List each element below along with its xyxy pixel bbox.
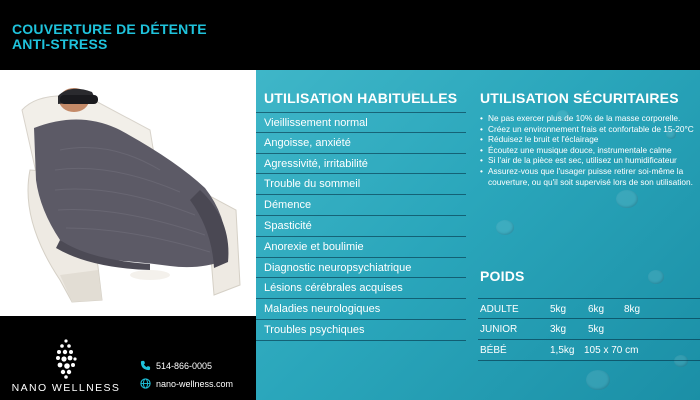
phone-number: 514-866-0005: [156, 360, 213, 371]
product-title: [12, 22, 207, 52]
weights-row: [478, 319, 700, 340]
weights-row: [478, 340, 700, 361]
water-drop-logo-icon: [54, 338, 78, 380]
weights-heading: POIDS: [480, 268, 525, 284]
weight-value: 6kg: [588, 304, 605, 315]
safety-item: • Assurez-vous que l'usager puisse retirer soi-même la couverture, ou qu'il soit supervisé lors de son utilisation.: [478, 166, 698, 187]
website-link[interactable]: nano-wellness.com: [156, 378, 234, 389]
water-droplet: [648, 270, 664, 284]
safety-heading: UTILISATION SÉCURITAIRES: [480, 90, 679, 106]
phone-icon: [140, 360, 151, 371]
safety-item: • Réduisez le bruit et l'éclairage: [478, 134, 698, 145]
blanket-chair-illustration: [0, 70, 256, 316]
brand-footer: [0, 316, 256, 400]
weight-dimensions: 105 x 70 cm: [584, 345, 639, 356]
usage-list: [256, 112, 466, 341]
weight-value: 5kg: [588, 324, 605, 335]
usage-item: Angoisse, anxiété: [256, 133, 466, 154]
product-title-line2: ANTI-STRESS: [12, 36, 108, 52]
usage-item: Troubles psychiques: [256, 320, 466, 341]
weight-value: 1,5kg: [550, 345, 575, 356]
usage-item: Démence: [256, 195, 466, 216]
weights-row: [478, 298, 700, 319]
product-title-line1: COUVERTURE DE DÉTENTE: [12, 21, 207, 37]
water-droplet: [496, 220, 514, 235]
usage-item: Spasticité: [256, 216, 466, 237]
website-contact: [140, 378, 233, 389]
weight-label: JUNIOR: [480, 324, 518, 335]
usage-item: Anorexie et boulimie: [256, 237, 466, 258]
weight-label: BÉBÉ: [480, 345, 507, 356]
globe-icon: [140, 378, 151, 389]
weight-value: 8kg: [624, 304, 641, 315]
usage-item: Diagnostic neuropsychiatrique: [256, 258, 466, 279]
weight-value: 5kg: [550, 304, 567, 315]
safety-item: • Si l'air de la pièce est sec, utilisez un humidificateur: [478, 155, 698, 166]
product-photo: [0, 70, 256, 316]
water-droplet: [616, 190, 638, 208]
safety-item: • Écoutez une musique douce, instrumentale calme: [478, 145, 698, 156]
usage-item: Maladies neurologiques: [256, 299, 466, 320]
usage-item: Vieillissement normal: [256, 112, 466, 133]
usage-item: Lésions cérébrales acquises: [256, 278, 466, 299]
brand-name: NANO WELLNESS: [11, 382, 121, 394]
water-droplet: [586, 370, 610, 390]
phone-contact: [140, 360, 212, 371]
weights-table: [478, 298, 700, 361]
usage-item: Trouble du sommeil: [256, 174, 466, 195]
info-panel: [256, 70, 700, 400]
safety-item: • Créez un environnement frais et confortable de 15-20°C: [478, 124, 698, 135]
usage-heading: UTILISATION HABITUELLES: [264, 90, 458, 106]
weight-value: 3kg: [550, 324, 567, 335]
safety-list: [478, 113, 698, 187]
weight-label: ADULTE: [480, 304, 519, 315]
header-bar: [0, 0, 700, 70]
safety-item: • Ne pas exercer plus de 10% de la masse corporelle.: [478, 113, 698, 124]
usage-item: Agressivité, irritabilité: [256, 154, 466, 175]
